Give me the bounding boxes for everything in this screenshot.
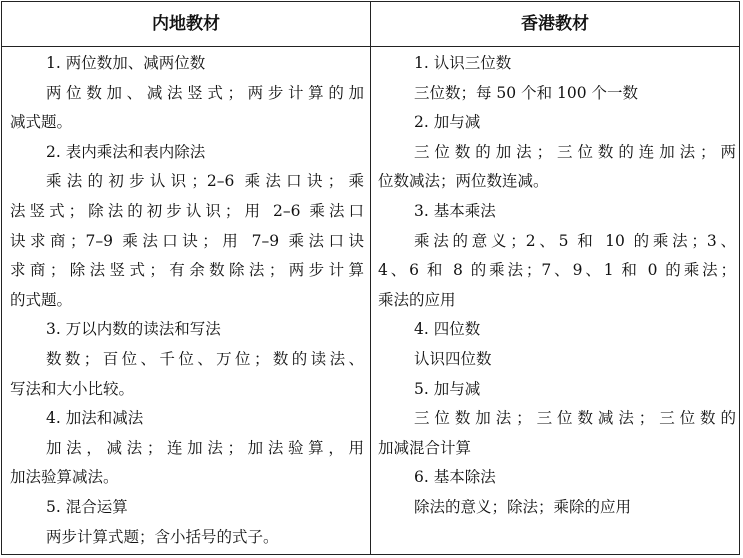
hongkong-topic-text: 4、6 和 8 的乘法；7、9、1 和 0 的乘法； bbox=[378, 261, 736, 280]
mainland-topic-text: 求商；除法竖式；有余数除法；两步计算 bbox=[10, 261, 364, 280]
mainland-topic-heading: 2. 表内乘法和表内除法 bbox=[46, 142, 206, 161]
mainland-topic-heading: 1. 两位数加、减两位数 bbox=[46, 54, 206, 72]
header-left-title: 内地教材 bbox=[152, 14, 220, 34]
mainland-topic-text: 诀求商；7–9 乘法口诀；用 7–9 乘法口诀 bbox=[10, 231, 364, 250]
hongkong-topic-heading: 1. 认识三位数 bbox=[414, 54, 512, 72]
mainland-topic-text: 数数；百位、千位、万位；数的读法、 bbox=[46, 349, 364, 368]
hongkong-topic-text: 乘法的意义；2、5 和 10 的乘法；3、 bbox=[414, 231, 736, 250]
mainland-topic-text: 写法和大小比较。 bbox=[10, 379, 135, 398]
hongkong-column bbox=[378, 49, 736, 523]
hongkong-topic-text: 乘法的应用 bbox=[378, 290, 456, 309]
mainland-topic-text: 减式题。 bbox=[10, 113, 73, 132]
mainland-topic-text: 乘法的初步认识；2–6 乘法口诀；乘 bbox=[46, 172, 364, 191]
column-divider bbox=[370, 2, 371, 554]
hongkong-topic-text: 三位数的加法；三位数的连加法；两 bbox=[414, 142, 736, 161]
hongkong-topic-heading: 4. 四位数 bbox=[414, 320, 481, 339]
mainland-topic-text: 加法验算减法。 bbox=[10, 468, 119, 487]
hongkong-topic-heading: 3. 基本乘法 bbox=[414, 201, 496, 220]
hongkong-topic-text: 三位数加法；三位数减法；三位数的 bbox=[414, 409, 736, 428]
mainland-topic-text: 加法，减法；连加法；加法验算，用 bbox=[46, 438, 364, 457]
mainland-topic-heading: 4. 加法和减法 bbox=[46, 409, 144, 428]
mainland-topic-heading: 5. 混合运算 bbox=[46, 497, 128, 516]
hongkong-topic-text: 三位数；每 50 个和 100 个一数 bbox=[414, 83, 639, 102]
mainland-topic-text: 的式题。 bbox=[10, 290, 73, 309]
mainland-topic-text: 法竖式；除法的初步认识；用 2–6 乘法口 bbox=[10, 201, 364, 220]
hongkong-topic-text: 认识四位数 bbox=[414, 349, 492, 368]
hongkong-topic-text: 除法的意义；除法；乘除的应用 bbox=[414, 497, 632, 516]
hongkong-topic-heading: 2. 加与减 bbox=[414, 113, 481, 132]
mainland-topic-text: 两位数加、减法竖式；两步计算的加 bbox=[46, 83, 364, 102]
mainland-topic-text: 两步计算式题；含小括号的式子。 bbox=[46, 527, 279, 546]
mainland-topic-heading: 3. 万以内数的读法和写法 bbox=[46, 320, 221, 339]
hongkong-topic-text: 位数减法；两位数连减。 bbox=[378, 172, 549, 191]
hongkong-topic-heading: 6. 基本除法 bbox=[414, 468, 496, 487]
mainland-column bbox=[10, 49, 364, 552]
hongkong-topic-text: 加减混合计算 bbox=[378, 438, 472, 457]
curriculum-comparison-table bbox=[1, 1, 740, 555]
hongkong-topic-heading: 5. 加与减 bbox=[414, 379, 481, 398]
header-right-title: 香港教材 bbox=[521, 14, 589, 34]
